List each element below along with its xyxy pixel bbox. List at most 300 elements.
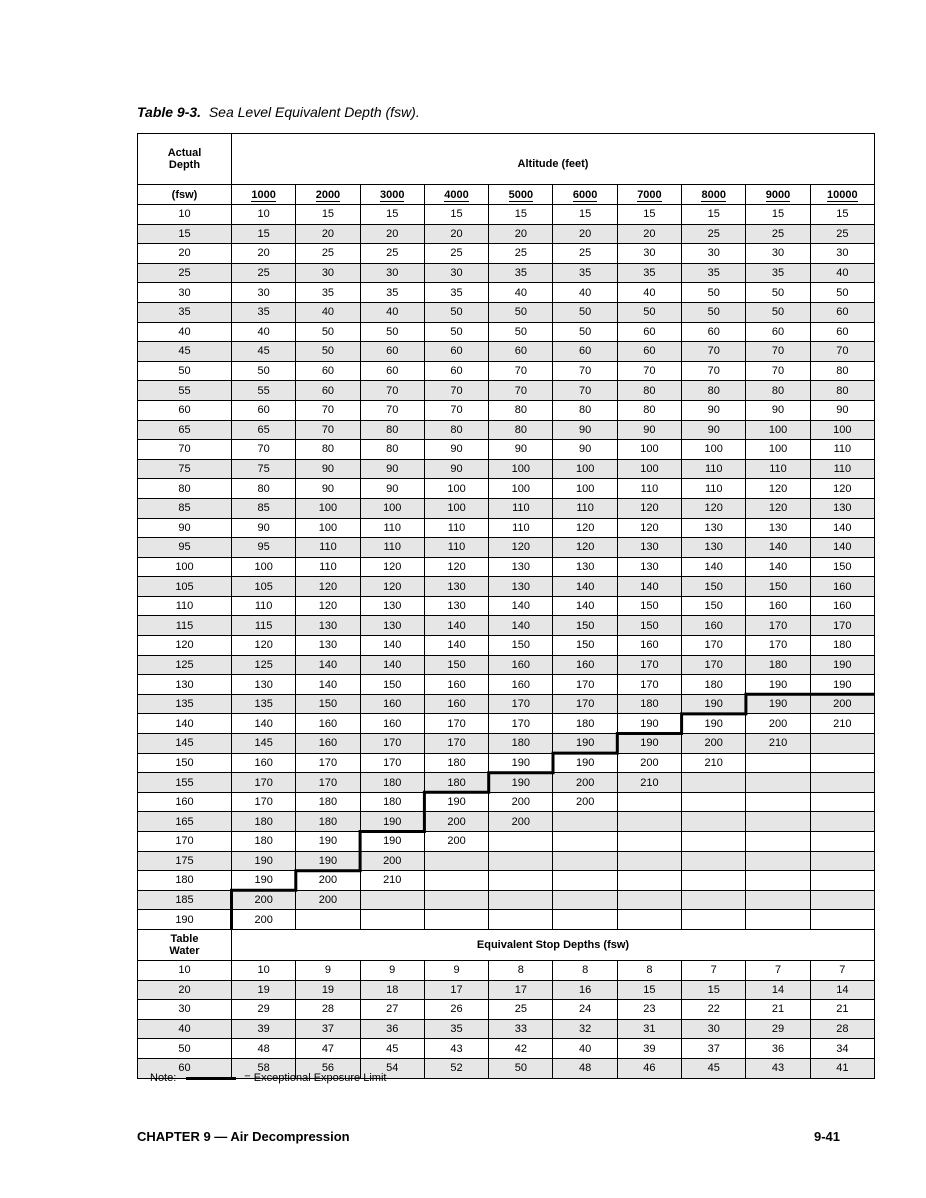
row-depth-cell: 115 (138, 616, 232, 636)
row-depth-cell: 30 (138, 283, 232, 303)
table-cell: 80 (810, 381, 874, 401)
table-cell: 25 (553, 244, 617, 264)
table-cell: 110 (424, 538, 488, 558)
table-cell: 20 (553, 224, 617, 244)
table-cell: 100 (489, 479, 553, 499)
table-row (138, 518, 875, 538)
altitude-header-cell (489, 185, 553, 205)
table-row (138, 753, 875, 773)
table-cell: 36 (746, 1039, 810, 1059)
table-cell: 140 (489, 596, 553, 616)
stop-depth-header: Equivalent Stop Depths (fsw) (232, 929, 875, 960)
table-cell: 150 (553, 616, 617, 636)
note (150, 1072, 386, 1084)
row-depth-cell: 60 (138, 1058, 232, 1078)
table-cell: 7 (682, 960, 746, 980)
table-cell: 130 (682, 518, 746, 538)
table-cell: 120 (810, 479, 874, 499)
table-row (138, 302, 875, 322)
table-cell: 200 (553, 773, 617, 793)
table-cell: 140 (489, 616, 553, 636)
table-cell: 70 (424, 381, 488, 401)
table-cell (489, 910, 553, 930)
table-cell: 200 (232, 890, 296, 910)
table-cell: 45 (682, 1058, 746, 1078)
table-cell: 150 (553, 636, 617, 656)
table-cell: 35 (296, 283, 360, 303)
table-cell: 50 (489, 302, 553, 322)
table-cell: 80 (682, 381, 746, 401)
row-depth-cell: 10 (138, 960, 232, 980)
table-cell: 20 (489, 224, 553, 244)
table-cell: 160 (296, 714, 360, 734)
altitude-header-cell (617, 185, 681, 205)
table-caption (137, 104, 420, 120)
table-cell (746, 851, 810, 871)
table-cell (617, 910, 681, 930)
table-cell: 180 (360, 792, 424, 812)
table-cell: 200 (617, 753, 681, 773)
table-cell: 180 (746, 655, 810, 675)
table-cell: 10 (232, 960, 296, 980)
table-cell (360, 890, 424, 910)
table-cell: 25 (360, 244, 424, 264)
table-row (138, 773, 875, 793)
table-cell: 19 (296, 980, 360, 1000)
table-cell: 50 (553, 322, 617, 342)
table-cell: 180 (424, 773, 488, 793)
table-cell: 190 (553, 734, 617, 754)
row-depth-cell: 140 (138, 714, 232, 734)
table-cell: 40 (553, 283, 617, 303)
table-cell: 70 (553, 361, 617, 381)
table-cell: 200 (810, 694, 874, 714)
table-cell: 110 (424, 518, 488, 538)
table-cell: 21 (746, 1000, 810, 1020)
table-cell: 25 (489, 244, 553, 264)
table-cell: 35 (617, 263, 681, 283)
table-cell: 90 (746, 400, 810, 420)
table-cell: 90 (682, 420, 746, 440)
table-cell: 45 (232, 342, 296, 362)
table-cell: 50 (296, 322, 360, 342)
table-row (138, 871, 875, 891)
table-cell: 60 (489, 342, 553, 362)
table-cell: 100 (424, 479, 488, 499)
table-cell: 90 (617, 420, 681, 440)
table-cell (746, 832, 810, 852)
table-cell (424, 910, 488, 930)
table-cell: 190 (553, 753, 617, 773)
table-cell: 200 (424, 812, 488, 832)
table-number: Table 9-3. (137, 104, 202, 120)
table-cell: 35 (424, 283, 488, 303)
table-cell: 35 (424, 1019, 488, 1039)
table-cell: 190 (360, 832, 424, 852)
table-row (138, 224, 875, 244)
table-cell: 140 (746, 557, 810, 577)
row-depth-cell: 170 (138, 832, 232, 852)
table-row (138, 714, 875, 734)
table-cell: 8 (553, 960, 617, 980)
table-cell: 190 (746, 675, 810, 695)
table-cell (553, 812, 617, 832)
table-cell: 90 (553, 440, 617, 460)
table-cell: 80 (489, 420, 553, 440)
table-row (138, 616, 875, 636)
table-cell: 170 (489, 694, 553, 714)
table-cell: 17 (424, 980, 488, 1000)
table-cell: 23 (617, 1000, 681, 1020)
table-cell: 80 (360, 440, 424, 460)
table-cell: 180 (617, 694, 681, 714)
table-cell: 210 (746, 734, 810, 754)
table-cell: 210 (682, 753, 746, 773)
table-cell: 110 (296, 557, 360, 577)
table-row (138, 381, 875, 401)
table-cell (682, 890, 746, 910)
table-cell: 170 (746, 636, 810, 656)
table-cell: 15 (360, 205, 424, 225)
table-cell: 160 (810, 577, 874, 597)
row-depth-cell: 135 (138, 694, 232, 714)
table-row (138, 675, 875, 695)
table-cell: 170 (296, 773, 360, 793)
table-cell: 60 (360, 361, 424, 381)
table-cell: 48 (553, 1058, 617, 1078)
table-cell: 110 (682, 479, 746, 499)
table-cell: 65 (232, 420, 296, 440)
table-cell: 160 (617, 636, 681, 656)
table-cell: 160 (296, 734, 360, 754)
table-cell: 50 (424, 322, 488, 342)
table-cell: 100 (232, 557, 296, 577)
table-cell (682, 812, 746, 832)
table-cell: 170 (682, 636, 746, 656)
table-cell: 30 (746, 244, 810, 264)
table-cell: 170 (553, 694, 617, 714)
table-cell (553, 890, 617, 910)
table-cell: 39 (232, 1019, 296, 1039)
table-cell: 160 (232, 753, 296, 773)
table-cell: 190 (617, 714, 681, 734)
table-cell: 60 (360, 342, 424, 362)
table-cell: 30 (682, 244, 746, 264)
table-cell: 15 (682, 205, 746, 225)
table-cell: 75 (232, 459, 296, 479)
table-cell (553, 910, 617, 930)
table-cell: 120 (232, 636, 296, 656)
table-cell: 160 (424, 675, 488, 695)
note-label: Note: (150, 1072, 177, 1084)
table-cell: 50 (682, 302, 746, 322)
table-cell: 30 (296, 263, 360, 283)
table-cell: 170 (232, 792, 296, 812)
table-cell: 110 (682, 459, 746, 479)
table-cell: 70 (617, 361, 681, 381)
table-cell (810, 812, 874, 832)
table-row (138, 557, 875, 577)
table-cell: 190 (810, 675, 874, 695)
table-cell: 50 (296, 342, 360, 362)
table-cell: 30 (232, 283, 296, 303)
table-row (138, 459, 875, 479)
table-cell: 135 (232, 694, 296, 714)
table-cell: 200 (424, 832, 488, 852)
table-cell: 180 (682, 675, 746, 695)
table-cell: 80 (489, 400, 553, 420)
table-cell: 150 (424, 655, 488, 675)
table-cell: 150 (296, 694, 360, 714)
table-cell (682, 910, 746, 930)
table-cell: 130 (296, 636, 360, 656)
note-text: = Exceptional Exposure Limit (244, 1072, 387, 1084)
table-cell: 110 (553, 498, 617, 518)
altitude-value: 7000 (637, 188, 662, 201)
table-cell: 7 (746, 960, 810, 980)
table-cell (746, 753, 810, 773)
table-cell (424, 890, 488, 910)
table-cell: 100 (296, 498, 360, 518)
table-cell (682, 851, 746, 871)
table-cell: 145 (232, 734, 296, 754)
table-cell: 50 (617, 302, 681, 322)
table-cell: 80 (810, 361, 874, 381)
table-row (138, 577, 875, 597)
table-cell (424, 871, 488, 891)
table-cell (810, 890, 874, 910)
row-depth-cell: 185 (138, 890, 232, 910)
table-cell: 52 (424, 1058, 488, 1078)
row-depth-cell: 95 (138, 538, 232, 558)
table-cell: 100 (360, 498, 424, 518)
table-row (138, 205, 875, 225)
table-cell: 120 (617, 498, 681, 518)
table-row (138, 361, 875, 381)
table-cell: 50 (746, 283, 810, 303)
table-row (138, 980, 875, 1000)
table-cell: 10 (232, 205, 296, 225)
table-cell: 180 (360, 773, 424, 793)
sea-level-equivalent-depth-table (137, 133, 875, 1079)
table-cell: 56 (296, 1058, 360, 1078)
table-cell: 110 (617, 479, 681, 499)
row-depth-cell: 75 (138, 459, 232, 479)
row-depth-cell: 30 (138, 1000, 232, 1020)
table-cell: 90 (296, 479, 360, 499)
table-row (138, 479, 875, 499)
table-cell: 40 (617, 283, 681, 303)
row-depth-cell: 20 (138, 244, 232, 264)
table-cell: 50 (232, 361, 296, 381)
row-depth-cell: 190 (138, 910, 232, 930)
table-cell: 37 (296, 1019, 360, 1039)
table-row (138, 322, 875, 342)
table-cell: 80 (296, 440, 360, 460)
table-cell: 48 (232, 1039, 296, 1059)
table-row (138, 694, 875, 714)
table-cell: 160 (553, 655, 617, 675)
table-cell: 70 (360, 400, 424, 420)
row-depth-cell: 120 (138, 636, 232, 656)
table-title: Sea Level Equivalent Depth (fsw). (208, 104, 420, 120)
table-cell: 90 (232, 518, 296, 538)
table-row (138, 655, 875, 675)
table-cell: 120 (489, 538, 553, 558)
table-cell: 160 (810, 596, 874, 616)
table-cell: 26 (424, 1000, 488, 1020)
table-cell: 15 (553, 205, 617, 225)
table-cell: 150 (617, 616, 681, 636)
table-cell: 180 (489, 734, 553, 754)
table-cell (746, 773, 810, 793)
table-cell: 100 (746, 420, 810, 440)
table-cell: 24 (553, 1000, 617, 1020)
table-cell: 40 (296, 302, 360, 322)
table-water-header (138, 929, 232, 960)
table-cell: 160 (360, 694, 424, 714)
table-cell: 35 (553, 263, 617, 283)
table-cell: 170 (617, 655, 681, 675)
row-depth-cell: 155 (138, 773, 232, 793)
table-cell (617, 832, 681, 852)
table-cell: 25 (682, 224, 746, 244)
row-depth-cell: 50 (138, 1039, 232, 1059)
table-cell: 46 (617, 1058, 681, 1078)
altitude-header-cell (553, 185, 617, 205)
table-cell: 58 (232, 1058, 296, 1078)
table-cell: 70 (489, 381, 553, 401)
table-cell: 30 (360, 263, 424, 283)
table-cell (810, 851, 874, 871)
table-cell: 100 (296, 518, 360, 538)
table-cell: 130 (682, 538, 746, 558)
table-cell: 31 (617, 1019, 681, 1039)
table-row (138, 1000, 875, 1020)
table-cell: 130 (360, 616, 424, 636)
row-depth-cell: 45 (138, 342, 232, 362)
table-cell: 100 (682, 440, 746, 460)
table-cell: 25 (424, 244, 488, 264)
table-cell: 120 (682, 498, 746, 518)
table-cell: 60 (232, 400, 296, 420)
table-cell: 130 (553, 557, 617, 577)
table-cell: 110 (232, 596, 296, 616)
table-cell: 30 (682, 1019, 746, 1039)
table-cell (489, 890, 553, 910)
row-depth-cell: 175 (138, 851, 232, 871)
table-cell: 170 (617, 675, 681, 695)
table-cell: 20 (424, 224, 488, 244)
table-row (138, 832, 875, 852)
table-cell: 40 (489, 283, 553, 303)
table-cell: 15 (746, 205, 810, 225)
table-cell (746, 890, 810, 910)
table-cell: 80 (424, 420, 488, 440)
table-cell: 130 (424, 596, 488, 616)
table-cell: 30 (617, 244, 681, 264)
table-cell: 190 (746, 694, 810, 714)
table-cell: 200 (489, 792, 553, 812)
table-cell: 50 (682, 283, 746, 303)
table-cell: 42 (489, 1039, 553, 1059)
table-cell: 130 (617, 557, 681, 577)
table-cell: 60 (810, 322, 874, 342)
row-depth-cell: 145 (138, 734, 232, 754)
altitude-header: Altitude (feet) (232, 134, 875, 185)
table-row (138, 1019, 875, 1039)
table-cell: 180 (296, 792, 360, 812)
table-row (138, 420, 875, 440)
table-cell: 180 (424, 753, 488, 773)
table-cell: 43 (424, 1039, 488, 1059)
table-cell: 190 (617, 734, 681, 754)
table-cell: 60 (617, 342, 681, 362)
table-cell: 90 (424, 459, 488, 479)
table-cell: 210 (360, 871, 424, 891)
table-cell: 140 (360, 636, 424, 656)
table-cell: 140 (296, 675, 360, 695)
row-depth-cell: 125 (138, 655, 232, 675)
table-cell: 160 (489, 675, 553, 695)
table-cell: 200 (296, 871, 360, 891)
row-depth-cell: 90 (138, 518, 232, 538)
row-depth-cell: 105 (138, 577, 232, 597)
table-cell: 100 (810, 420, 874, 440)
table-cell: 90 (296, 459, 360, 479)
table-cell: 35 (360, 283, 424, 303)
table-cell (746, 812, 810, 832)
table-cell: 40 (232, 322, 296, 342)
table-cell: 130 (424, 577, 488, 597)
row-depth-cell: 110 (138, 596, 232, 616)
table-cell (296, 910, 360, 930)
table-cell: 29 (746, 1019, 810, 1039)
altitude-header-cell (424, 185, 488, 205)
table-cell: 180 (553, 714, 617, 734)
table-cell: 150 (810, 557, 874, 577)
table-cell (489, 851, 553, 871)
table-cell: 60 (810, 302, 874, 322)
actual-depth-header (138, 134, 232, 185)
table-cell: 200 (360, 851, 424, 871)
table-cell: 55 (232, 381, 296, 401)
table-cell: 40 (810, 263, 874, 283)
table-cell: 110 (810, 459, 874, 479)
table-row (138, 263, 875, 283)
table-cell: 45 (360, 1039, 424, 1059)
table-cell: 110 (746, 459, 810, 479)
table-row (138, 734, 875, 754)
table-cell: 30 (424, 263, 488, 283)
table-cell: 150 (746, 577, 810, 597)
table-row (138, 400, 875, 420)
table-cell: 90 (360, 459, 424, 479)
table-cell: 120 (617, 518, 681, 538)
table-cell: 33 (489, 1019, 553, 1039)
table-cell: 17 (489, 980, 553, 1000)
table-row (138, 910, 875, 930)
table-cell (810, 871, 874, 891)
table-cell: 40 (360, 302, 424, 322)
altitude-value: 10000 (827, 188, 858, 201)
table-cell: 25 (810, 224, 874, 244)
table-row (138, 440, 875, 460)
altitude-header-cell (682, 185, 746, 205)
row-depth-cell: 40 (138, 322, 232, 342)
table-cell: 39 (617, 1039, 681, 1059)
table-row (138, 792, 875, 812)
